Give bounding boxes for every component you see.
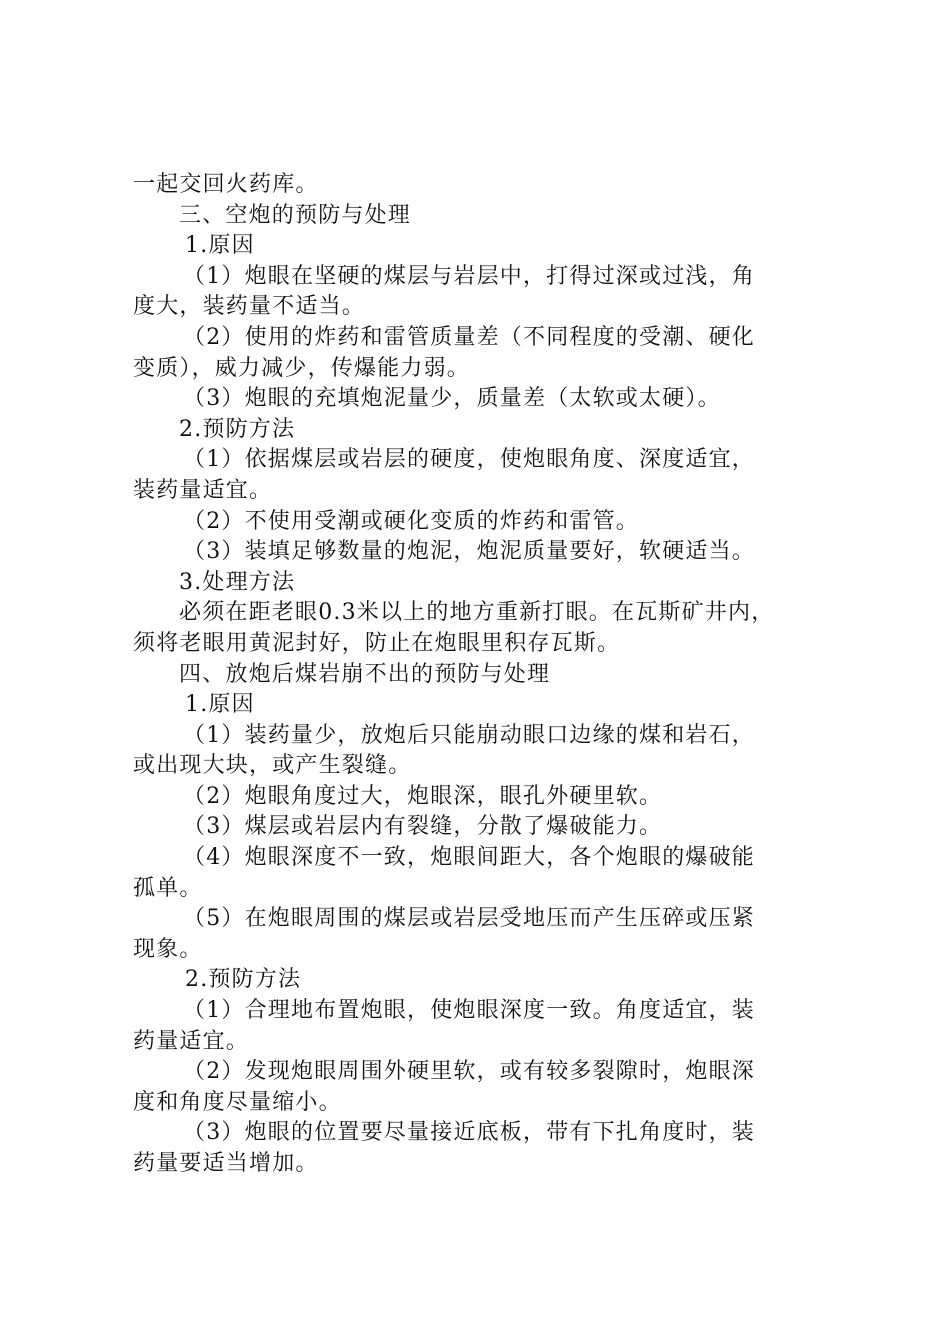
text-line: 或出现大块，或产生裂缝。 xyxy=(133,753,412,779)
text-line: 须将老眼用黄泥封好，防止在炮眼里积存瓦斯。 xyxy=(133,630,621,656)
text-line: 必须在距老眼0.3米以上的地方重新打眼。在瓦斯矿井内， xyxy=(179,600,775,626)
text-line: 药量要适当增加。 xyxy=(133,1151,319,1176)
text-line: （1）炮眼在坚硬的煤层与岩层中，打得过深或过浅，角 xyxy=(183,263,755,289)
text-line: 度大，装药量不适当。 xyxy=(133,294,366,320)
text-line: （1）装药量少，放炮后只能崩动眼口边缘的煤和岩石， xyxy=(183,722,755,748)
text-line: （2）不使用受潮或硬化变质的炸药和雷管。 xyxy=(183,508,639,534)
text-line: （3）煤层或岩层内有裂缝，分散了爆破能力。 xyxy=(183,814,663,840)
subsection-heading: 2.预防方法 xyxy=(185,967,302,993)
text-line: （3）装填足够数量的炮泥，炮泥质量要好，软硬适当。 xyxy=(183,539,755,565)
text-line: （1）合理地布置炮眼，使炮眼深度一致。角度适宜，装 xyxy=(183,998,755,1024)
text-line: 孤单。 xyxy=(133,875,203,901)
text-line: （4）炮眼深度不一致，炮眼间距大，各个炮眼的爆破能 xyxy=(183,845,755,871)
section-heading: 四、放炮后煤岩崩不出的预防与处理 xyxy=(179,661,551,687)
text-line: 度和角度尽量缩小。 xyxy=(133,1089,342,1115)
section-heading: 三、空炮的预防与处理 xyxy=(179,202,412,228)
text-line: （1）依据煤层或岩层的硬度，使炮眼角度、深度适宜， xyxy=(183,447,755,473)
document-body xyxy=(133,170,823,1180)
text-line: （5）在炮眼周围的煤层或岩层受地压而产生压碎或压紧 xyxy=(183,906,755,932)
text-line: 现象。 xyxy=(133,936,203,962)
text-line: 变质），威力减少，传爆能力弱。 xyxy=(133,355,471,381)
subsection-heading: 1.原因 xyxy=(185,233,255,259)
text-line: （2）使用的炸药和雷管质量差（不同程度的受潮、硬化 xyxy=(183,324,755,350)
subsection-heading: 3.处理方法 xyxy=(179,569,296,595)
text-line: （2）炮眼角度过大，炮眼深，眼孔外硬里软。 xyxy=(183,783,663,809)
text-line: （3）炮眼的位置要尽量接近底板，带有下扎角度时，装 xyxy=(183,1120,755,1146)
text-line: （3）炮眼的充填炮泥量少，质量差（太软或太硬）。 xyxy=(183,386,721,412)
text-line: 一起交回火药库。 xyxy=(133,172,319,197)
text-line: 装药量适宜。 xyxy=(133,477,273,503)
subsection-heading: 2.预防方法 xyxy=(179,416,296,442)
text-line: （2）发现炮眼周围外硬里软，或有较多裂隙时，炮眼深 xyxy=(183,1059,755,1085)
subsection-heading: 1.原因 xyxy=(185,692,255,718)
text-line: 药量适宜。 xyxy=(133,1028,250,1054)
